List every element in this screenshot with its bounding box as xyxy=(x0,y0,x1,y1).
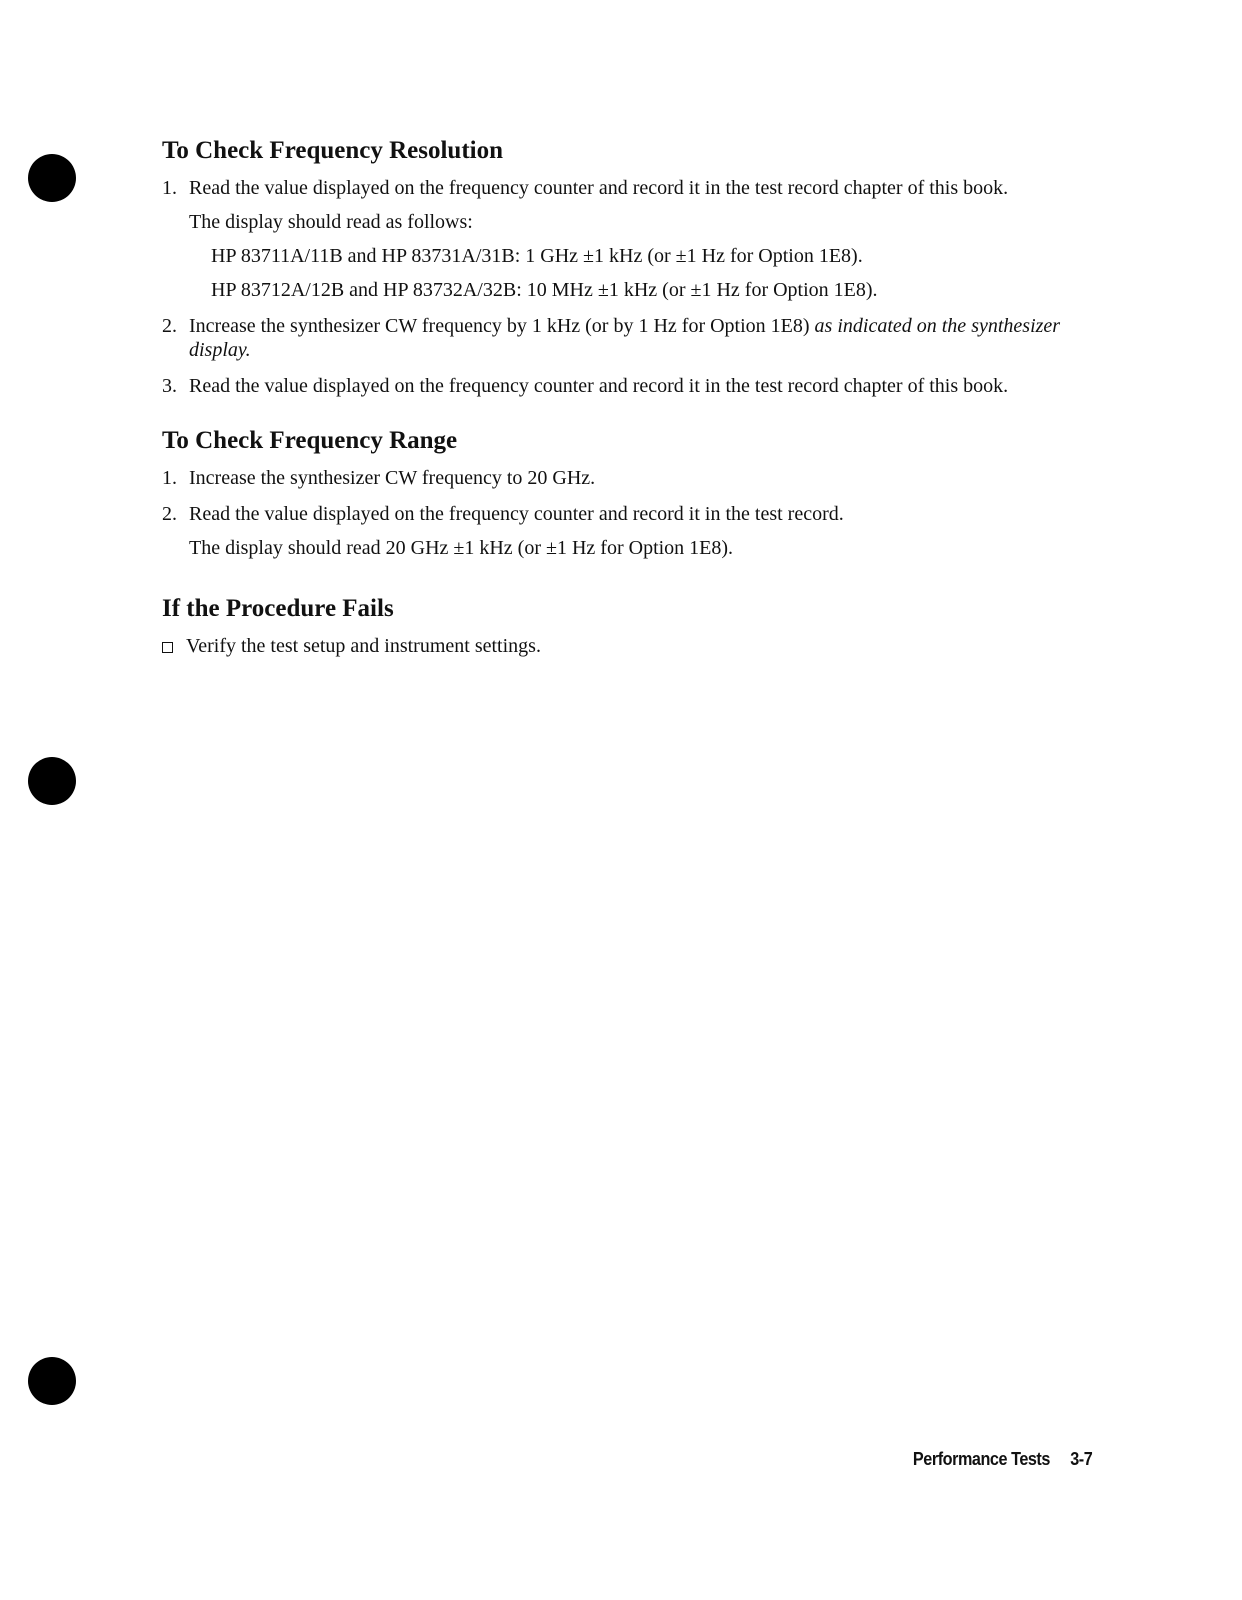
step-list xyxy=(162,176,1102,398)
step-text: Read the value displayed on the frequency counter and record it in the test record. xyxy=(189,503,844,525)
check-list xyxy=(162,634,1102,658)
binder-hole xyxy=(28,1357,76,1405)
step-item xyxy=(162,374,1102,398)
footer-section-title: Performance Tests xyxy=(912,1449,1050,1469)
section-heading: To Check Frequency Range xyxy=(162,427,458,454)
spec-line: HP 83712A/12B and HP 83732A/32B: 10 MHz ±1 kHz (or ±1 Hz for Option 1E8). xyxy=(211,279,878,301)
step-item xyxy=(162,314,1102,362)
step-text: Increase the synthesizer CW frequency by 1 kHz (or by 1 Hz for Option 1E8) xyxy=(189,315,810,337)
step-number: 2. xyxy=(162,315,177,337)
step-number: 1. xyxy=(162,177,177,199)
step-text: Read the value displayed on the frequency counter and record it in the test record chapter of this book. xyxy=(189,375,1009,397)
display-expected: The display should read 20 GHz ±1 kHz (or ±1 Hz for Option 1E8). xyxy=(189,537,734,559)
step-italic-text: as indicated on the synthesizer display. xyxy=(189,315,1061,361)
step-text: Increase the synthesizer CW frequency to 20 GHz. xyxy=(189,467,596,489)
section-procedure-fails xyxy=(162,594,1102,658)
step-item xyxy=(162,176,1102,302)
step-text: Read the value displayed on the frequency counter and record it in the test record chapter of this book. xyxy=(189,177,1009,199)
binder-hole xyxy=(28,154,76,202)
step-item xyxy=(162,502,1102,560)
spec-line: HP 83711A/11B and HP 83731A/31B: 1 GHz ±1 kHz (or ±1 Hz for Option 1E8). xyxy=(211,245,863,267)
binder-hole xyxy=(28,757,76,805)
section-heading: To Check Frequency Resolution xyxy=(162,137,504,164)
step-list xyxy=(162,466,1102,560)
check-text: Verify the test setup and instrument settings. xyxy=(186,635,541,657)
check-item xyxy=(162,634,1102,658)
step-item xyxy=(162,466,1102,490)
section-frequency-range xyxy=(162,426,1102,560)
page-footer xyxy=(913,1449,1092,1470)
checkbox-icon xyxy=(162,642,173,653)
section-frequency-resolution xyxy=(162,136,1102,398)
section-heading: If the Procedure Fails xyxy=(162,595,394,622)
step-number: 3. xyxy=(162,375,177,397)
page-content xyxy=(162,136,1102,658)
step-number: 2. xyxy=(162,503,177,525)
page-number: 3-7 xyxy=(1069,1449,1092,1469)
display-intro: The display should read as follows: xyxy=(189,211,473,233)
step-number: 1. xyxy=(162,467,177,489)
